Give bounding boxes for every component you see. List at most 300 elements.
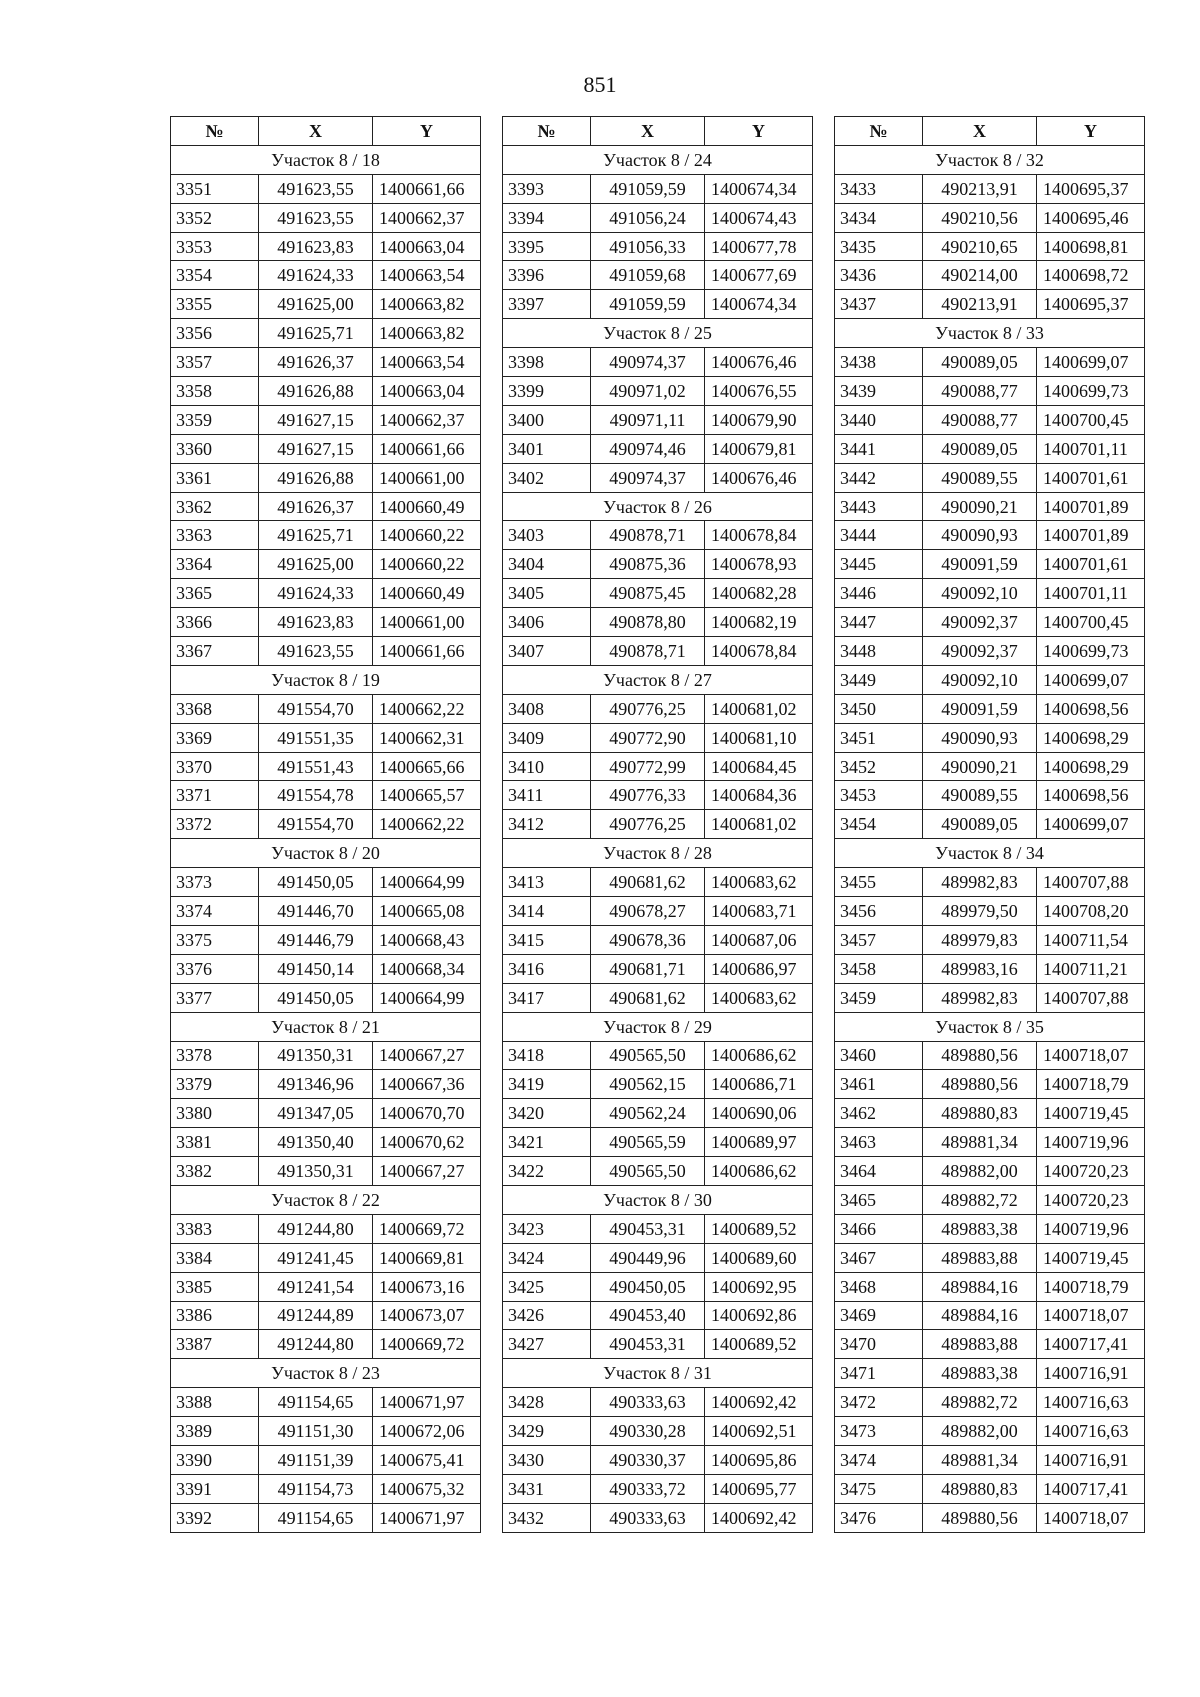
y-coordinate-cell: 1400660,49: [373, 579, 481, 608]
x-coordinate-cell: 491154,65: [259, 1388, 373, 1417]
plot-header-row: [835, 1012, 1145, 1041]
table-row: [835, 1128, 1145, 1157]
table-row: [171, 1503, 481, 1532]
point-number-cell: 3399: [503, 377, 591, 406]
point-number-cell: 3425: [503, 1272, 591, 1301]
plot-title: Участок 8 / 32: [835, 145, 1145, 174]
x-coordinate-cell: 490678,36: [591, 925, 705, 954]
x-coordinate-cell: 490092,37: [923, 637, 1037, 666]
x-coordinate-cell: 489882,72: [923, 1185, 1037, 1214]
x-coordinate-cell: 491446,70: [259, 897, 373, 926]
point-number-cell: 3456: [835, 897, 923, 926]
y-coordinate-cell: 1400716,63: [1037, 1388, 1145, 1417]
plot-title: Участок 8 / 35: [835, 1012, 1145, 1041]
y-coordinate-cell: 1400663,04: [373, 377, 481, 406]
x-coordinate-cell: 490214,00: [923, 261, 1037, 290]
point-number-cell: 3454: [835, 810, 923, 839]
y-coordinate-cell: 1400716,91: [1037, 1445, 1145, 1474]
y-coordinate-cell: 1400672,06: [373, 1417, 481, 1446]
point-number-cell: 3453: [835, 781, 923, 810]
x-coordinate-cell: 489883,88: [923, 1330, 1037, 1359]
plot-header-row: [171, 839, 481, 868]
y-coordinate-cell: 1400683,62: [705, 868, 813, 897]
point-number-cell: 3467: [835, 1243, 923, 1272]
x-coordinate-cell: 489880,56: [923, 1070, 1037, 1099]
point-number-cell: 3394: [503, 203, 591, 232]
table-row: [835, 694, 1145, 723]
point-number-cell: 3462: [835, 1099, 923, 1128]
table-row: [503, 723, 813, 752]
point-number-cell: 3461: [835, 1070, 923, 1099]
y-coordinate-cell: 1400668,34: [373, 954, 481, 983]
plot-header-row: [835, 839, 1145, 868]
x-coordinate-cell: 490210,56: [923, 203, 1037, 232]
table-row: [503, 1099, 813, 1128]
table-row: [835, 752, 1145, 781]
point-number-cell: 3445: [835, 550, 923, 579]
table-row: [503, 1388, 813, 1417]
y-coordinate-cell: 1400660,49: [373, 492, 481, 521]
table-row: [503, 521, 813, 550]
y-coordinate-cell: 1400695,37: [1037, 174, 1145, 203]
point-number-cell: 3392: [171, 1503, 259, 1532]
plot-header-row: [503, 839, 813, 868]
table-row: [835, 1359, 1145, 1388]
x-coordinate-cell: 490092,10: [923, 665, 1037, 694]
y-coordinate-cell: 1400678,84: [705, 521, 813, 550]
header-y: Y: [705, 117, 813, 146]
table-row: [503, 1243, 813, 1272]
point-number-cell: 3431: [503, 1474, 591, 1503]
point-number-cell: 3384: [171, 1243, 259, 1272]
point-number-cell: 3414: [503, 897, 591, 926]
point-number-cell: 3415: [503, 925, 591, 954]
plot-title: Участок 8 / 20: [171, 839, 481, 868]
table-row: [171, 1474, 481, 1503]
x-coordinate-cell: 491056,33: [591, 232, 705, 261]
table-row: [503, 203, 813, 232]
x-coordinate-cell: 490092,37: [923, 608, 1037, 637]
y-coordinate-cell: 1400664,99: [373, 868, 481, 897]
y-coordinate-cell: 1400707,88: [1037, 983, 1145, 1012]
table-row: [171, 868, 481, 897]
plot-header-row: [503, 1185, 813, 1214]
y-coordinate-cell: 1400686,62: [705, 1041, 813, 1070]
y-coordinate-cell: 1400662,22: [373, 694, 481, 723]
x-coordinate-cell: 491059,59: [591, 174, 705, 203]
x-coordinate-cell: 491625,71: [259, 319, 373, 348]
header-x: X: [591, 117, 705, 146]
table-row: [171, 1272, 481, 1301]
table-row: [835, 261, 1145, 290]
point-number-cell: 3474: [835, 1445, 923, 1474]
table-row: [503, 290, 813, 319]
point-number-cell: 3430: [503, 1445, 591, 1474]
plot-title: Участок 8 / 24: [503, 145, 813, 174]
table-row: [171, 925, 481, 954]
point-number-cell: 3401: [503, 434, 591, 463]
y-coordinate-cell: 1400716,91: [1037, 1359, 1145, 1388]
table-row: [503, 1272, 813, 1301]
point-number-cell: 3426: [503, 1301, 591, 1330]
y-coordinate-cell: 1400719,96: [1037, 1214, 1145, 1243]
plot-title: Участок 8 / 18: [171, 145, 481, 174]
x-coordinate-cell: 491059,68: [591, 261, 705, 290]
point-number-cell: 3376: [171, 954, 259, 983]
point-number-cell: 3368: [171, 694, 259, 723]
table-row: [835, 1330, 1145, 1359]
point-number-cell: 3371: [171, 781, 259, 810]
table-row: [835, 723, 1145, 752]
x-coordinate-cell: 490678,27: [591, 897, 705, 926]
y-coordinate-cell: 1400665,08: [373, 897, 481, 926]
table-row: [503, 1128, 813, 1157]
point-number-cell: 3435: [835, 232, 923, 261]
plot-header-row: [835, 319, 1145, 348]
y-coordinate-cell: 1400669,72: [373, 1330, 481, 1359]
point-number-cell: 3403: [503, 521, 591, 550]
y-coordinate-cell: 1400678,93: [705, 550, 813, 579]
y-coordinate-cell: 1400695,37: [1037, 290, 1145, 319]
y-coordinate-cell: 1400689,60: [705, 1243, 813, 1272]
y-coordinate-cell: 1400678,84: [705, 637, 813, 666]
plot-title: Участок 8 / 22: [171, 1185, 481, 1214]
y-coordinate-cell: 1400683,62: [705, 983, 813, 1012]
y-coordinate-cell: 1400689,52: [705, 1330, 813, 1359]
coordinates-table-3: [834, 116, 1145, 1533]
plot-header-row: [171, 665, 481, 694]
point-number-cell: 3432: [503, 1503, 591, 1532]
point-number-cell: 3397: [503, 290, 591, 319]
table-row: [503, 579, 813, 608]
plot-title: Участок 8 / 31: [503, 1359, 813, 1388]
x-coordinate-cell: 491350,31: [259, 1041, 373, 1070]
plot-title: Участок 8 / 23: [171, 1359, 481, 1388]
table-row: [835, 1157, 1145, 1186]
plot-title: Участок 8 / 26: [503, 492, 813, 521]
y-coordinate-cell: 1400673,07: [373, 1301, 481, 1330]
x-coordinate-cell: 490974,46: [591, 434, 705, 463]
point-number-cell: 3451: [835, 723, 923, 752]
table-row: [503, 1041, 813, 1070]
y-coordinate-cell: 1400660,22: [373, 521, 481, 550]
point-number-cell: 3427: [503, 1330, 591, 1359]
header-y: Y: [373, 117, 481, 146]
point-number-cell: 3440: [835, 405, 923, 434]
y-coordinate-cell: 1400662,22: [373, 810, 481, 839]
point-number-cell: 3393: [503, 174, 591, 203]
plot-title: Участок 8 / 30: [503, 1185, 813, 1214]
y-coordinate-cell: 1400662,37: [373, 203, 481, 232]
table-row: [171, 174, 481, 203]
y-coordinate-cell: 1400711,54: [1037, 925, 1145, 954]
y-coordinate-cell: 1400684,36: [705, 781, 813, 810]
table-row: [835, 1388, 1145, 1417]
y-coordinate-cell: 1400701,61: [1037, 463, 1145, 492]
y-coordinate-cell: 1400711,21: [1037, 954, 1145, 983]
point-number-cell: 3460: [835, 1041, 923, 1070]
x-coordinate-cell: 490090,21: [923, 752, 1037, 781]
y-coordinate-cell: 1400689,52: [705, 1214, 813, 1243]
point-number-cell: 3417: [503, 983, 591, 1012]
x-coordinate-cell: 490091,59: [923, 550, 1037, 579]
x-coordinate-cell: 490333,63: [591, 1388, 705, 1417]
y-coordinate-cell: 1400674,43: [705, 203, 813, 232]
plot-header-row: [171, 1012, 481, 1041]
x-coordinate-cell: 491624,33: [259, 261, 373, 290]
y-coordinate-cell: 1400671,97: [373, 1388, 481, 1417]
y-coordinate-cell: 1400682,28: [705, 579, 813, 608]
x-coordinate-cell: 490974,37: [591, 348, 705, 377]
table-row: [171, 463, 481, 492]
table-row: [835, 781, 1145, 810]
x-coordinate-cell: 491056,24: [591, 203, 705, 232]
y-coordinate-cell: 1400699,07: [1037, 665, 1145, 694]
table-row: [503, 463, 813, 492]
y-coordinate-cell: 1400663,54: [373, 261, 481, 290]
page-number: 851: [583, 72, 617, 97]
header-number: №: [503, 117, 591, 146]
point-number-cell: 3378: [171, 1041, 259, 1070]
table-row: [503, 925, 813, 954]
table-row: [171, 348, 481, 377]
y-coordinate-cell: 1400676,46: [705, 348, 813, 377]
point-number-cell: 3439: [835, 377, 923, 406]
point-number-cell: 3372: [171, 810, 259, 839]
point-number-cell: 3391: [171, 1474, 259, 1503]
point-number-cell: 3428: [503, 1388, 591, 1417]
y-coordinate-cell: 1400718,07: [1037, 1041, 1145, 1070]
y-coordinate-cell: 1400701,61: [1037, 550, 1145, 579]
table-row: [835, 637, 1145, 666]
x-coordinate-cell: 490776,33: [591, 781, 705, 810]
table-row: [835, 290, 1145, 319]
y-coordinate-cell: 1400661,66: [373, 637, 481, 666]
y-coordinate-cell: 1400686,97: [705, 954, 813, 983]
x-coordinate-cell: 490971,02: [591, 377, 705, 406]
x-coordinate-cell: 491554,70: [259, 810, 373, 839]
point-number-cell: 3367: [171, 637, 259, 666]
y-coordinate-cell: 1400668,43: [373, 925, 481, 954]
table-row: [835, 434, 1145, 463]
table-row: [503, 1503, 813, 1532]
x-coordinate-cell: 490971,11: [591, 405, 705, 434]
point-number-cell: 3457: [835, 925, 923, 954]
point-number-cell: 3437: [835, 290, 923, 319]
y-coordinate-cell: 1400698,29: [1037, 752, 1145, 781]
x-coordinate-cell: 490450,05: [591, 1272, 705, 1301]
point-number-cell: 3364: [171, 550, 259, 579]
point-number-cell: 3380: [171, 1099, 259, 1128]
x-coordinate-cell: 491627,15: [259, 405, 373, 434]
point-number-cell: 3475: [835, 1474, 923, 1503]
table-row: [503, 954, 813, 983]
y-coordinate-cell: 1400665,66: [373, 752, 481, 781]
table-row: [503, 608, 813, 637]
table-row: [171, 637, 481, 666]
table-row: [835, 579, 1145, 608]
y-coordinate-cell: 1400695,77: [705, 1474, 813, 1503]
point-number-cell: 3469: [835, 1301, 923, 1330]
point-number-cell: 3408: [503, 694, 591, 723]
x-coordinate-cell: 491151,30: [259, 1417, 373, 1446]
point-number-cell: 3410: [503, 752, 591, 781]
x-coordinate-cell: 489882,72: [923, 1388, 1037, 1417]
table-row: [171, 521, 481, 550]
y-coordinate-cell: 1400701,89: [1037, 521, 1145, 550]
table-row: [503, 897, 813, 926]
point-number-cell: 3360: [171, 434, 259, 463]
x-coordinate-cell: 490772,90: [591, 723, 705, 752]
point-number-cell: 3413: [503, 868, 591, 897]
y-coordinate-cell: 1400717,41: [1037, 1474, 1145, 1503]
x-coordinate-cell: 491450,14: [259, 954, 373, 983]
table-row: [171, 492, 481, 521]
x-coordinate-cell: 491626,88: [259, 377, 373, 406]
point-number-cell: 3366: [171, 608, 259, 637]
plot-header-row: [171, 1185, 481, 1214]
point-number-cell: 3381: [171, 1128, 259, 1157]
plot-title: Участок 8 / 25: [503, 319, 813, 348]
point-number-cell: 3406: [503, 608, 591, 637]
point-number-cell: 3411: [503, 781, 591, 810]
point-number-cell: 3466: [835, 1214, 923, 1243]
x-coordinate-cell: 491346,96: [259, 1070, 373, 1099]
point-number-cell: 3444: [835, 521, 923, 550]
point-number-cell: 3472: [835, 1388, 923, 1417]
plot-title: Участок 8 / 33: [835, 319, 1145, 348]
x-coordinate-cell: 490089,05: [923, 348, 1037, 377]
y-coordinate-cell: 1400676,55: [705, 377, 813, 406]
x-coordinate-cell: 490565,59: [591, 1128, 705, 1157]
x-coordinate-cell: 490453,31: [591, 1214, 705, 1243]
plot-header-row: [171, 145, 481, 174]
y-coordinate-cell: 1400664,99: [373, 983, 481, 1012]
x-coordinate-cell: 490330,28: [591, 1417, 705, 1446]
y-coordinate-cell: 1400667,27: [373, 1041, 481, 1070]
point-number-cell: 3357: [171, 348, 259, 377]
point-number-cell: 3361: [171, 463, 259, 492]
point-number-cell: 3476: [835, 1503, 923, 1532]
x-coordinate-cell: 490772,99: [591, 752, 705, 781]
point-number-cell: 3463: [835, 1128, 923, 1157]
point-number-cell: 3412: [503, 810, 591, 839]
y-coordinate-cell: 1400667,36: [373, 1070, 481, 1099]
table-row: [171, 723, 481, 752]
y-coordinate-cell: 1400698,56: [1037, 694, 1145, 723]
y-coordinate-cell: 1400661,66: [373, 174, 481, 203]
x-coordinate-cell: 489983,16: [923, 954, 1037, 983]
x-coordinate-cell: 490091,59: [923, 694, 1037, 723]
x-coordinate-cell: 489881,34: [923, 1128, 1037, 1157]
point-number-cell: 3429: [503, 1417, 591, 1446]
x-coordinate-cell: 491625,00: [259, 290, 373, 319]
table-row: [503, 781, 813, 810]
x-coordinate-cell: 491350,31: [259, 1157, 373, 1186]
point-number-cell: 3450: [835, 694, 923, 723]
point-number-cell: 3355: [171, 290, 259, 319]
x-coordinate-cell: 490453,31: [591, 1330, 705, 1359]
x-coordinate-cell: 491244,80: [259, 1214, 373, 1243]
x-coordinate-cell: 490453,40: [591, 1301, 705, 1330]
point-number-cell: 3471: [835, 1359, 923, 1388]
table-row: [503, 261, 813, 290]
x-coordinate-cell: 491551,43: [259, 752, 373, 781]
x-coordinate-cell: 491623,55: [259, 203, 373, 232]
table-row: [171, 290, 481, 319]
y-coordinate-cell: 1400698,56: [1037, 781, 1145, 810]
table-row: [171, 1243, 481, 1272]
y-coordinate-cell: 1400719,96: [1037, 1128, 1145, 1157]
table-row: [171, 781, 481, 810]
x-coordinate-cell: 490090,93: [923, 723, 1037, 752]
table-row: [835, 1272, 1145, 1301]
y-coordinate-cell: 1400717,41: [1037, 1330, 1145, 1359]
table-row: [503, 983, 813, 1012]
y-coordinate-cell: 1400718,07: [1037, 1301, 1145, 1330]
table-row: [835, 232, 1145, 261]
point-number-cell: 3373: [171, 868, 259, 897]
y-coordinate-cell: 1400681,10: [705, 723, 813, 752]
table-row: [171, 1157, 481, 1186]
table-row: [835, 405, 1145, 434]
y-coordinate-cell: 1400660,22: [373, 550, 481, 579]
point-number-cell: 3473: [835, 1417, 923, 1446]
x-coordinate-cell: 491624,33: [259, 579, 373, 608]
y-coordinate-cell: 1400718,79: [1037, 1070, 1145, 1099]
table-row: [171, 1041, 481, 1070]
point-number-cell: 3420: [503, 1099, 591, 1128]
y-coordinate-cell: 1400665,57: [373, 781, 481, 810]
point-number-cell: 3419: [503, 1070, 591, 1099]
x-coordinate-cell: 491446,79: [259, 925, 373, 954]
y-coordinate-cell: 1400661,66: [373, 434, 481, 463]
y-coordinate-cell: 1400719,45: [1037, 1243, 1145, 1272]
y-coordinate-cell: 1400718,79: [1037, 1272, 1145, 1301]
x-coordinate-cell: 489880,56: [923, 1041, 1037, 1070]
x-coordinate-cell: 491626,88: [259, 463, 373, 492]
table-row: [503, 1301, 813, 1330]
y-coordinate-cell: 1400716,63: [1037, 1417, 1145, 1446]
point-number-cell: 3405: [503, 579, 591, 608]
table-row: [503, 1070, 813, 1099]
point-number-cell: 3389: [171, 1417, 259, 1446]
table-row: [503, 1330, 813, 1359]
table-row: [171, 1388, 481, 1417]
y-coordinate-cell: 1400698,29: [1037, 723, 1145, 752]
x-coordinate-cell: 490210,65: [923, 232, 1037, 261]
x-coordinate-cell: 491623,55: [259, 637, 373, 666]
table-row: [835, 174, 1145, 203]
table-row: [835, 1099, 1145, 1128]
plot-title: Участок 8 / 27: [503, 665, 813, 694]
point-number-cell: 3354: [171, 261, 259, 290]
point-number-cell: 3400: [503, 405, 591, 434]
table-row: [503, 1445, 813, 1474]
y-coordinate-cell: 1400692,42: [705, 1388, 813, 1417]
plot-header-row: [503, 1359, 813, 1388]
y-coordinate-cell: 1400692,42: [705, 1503, 813, 1532]
y-coordinate-cell: 1400681,02: [705, 810, 813, 839]
x-coordinate-cell: 491154,73: [259, 1474, 373, 1503]
x-coordinate-cell: 491350,40: [259, 1128, 373, 1157]
plot-header-row: [503, 665, 813, 694]
y-coordinate-cell: 1400700,45: [1037, 608, 1145, 637]
x-coordinate-cell: 491241,45: [259, 1243, 373, 1272]
point-number-cell: 3382: [171, 1157, 259, 1186]
point-number-cell: 3422: [503, 1157, 591, 1186]
y-coordinate-cell: 1400677,78: [705, 232, 813, 261]
